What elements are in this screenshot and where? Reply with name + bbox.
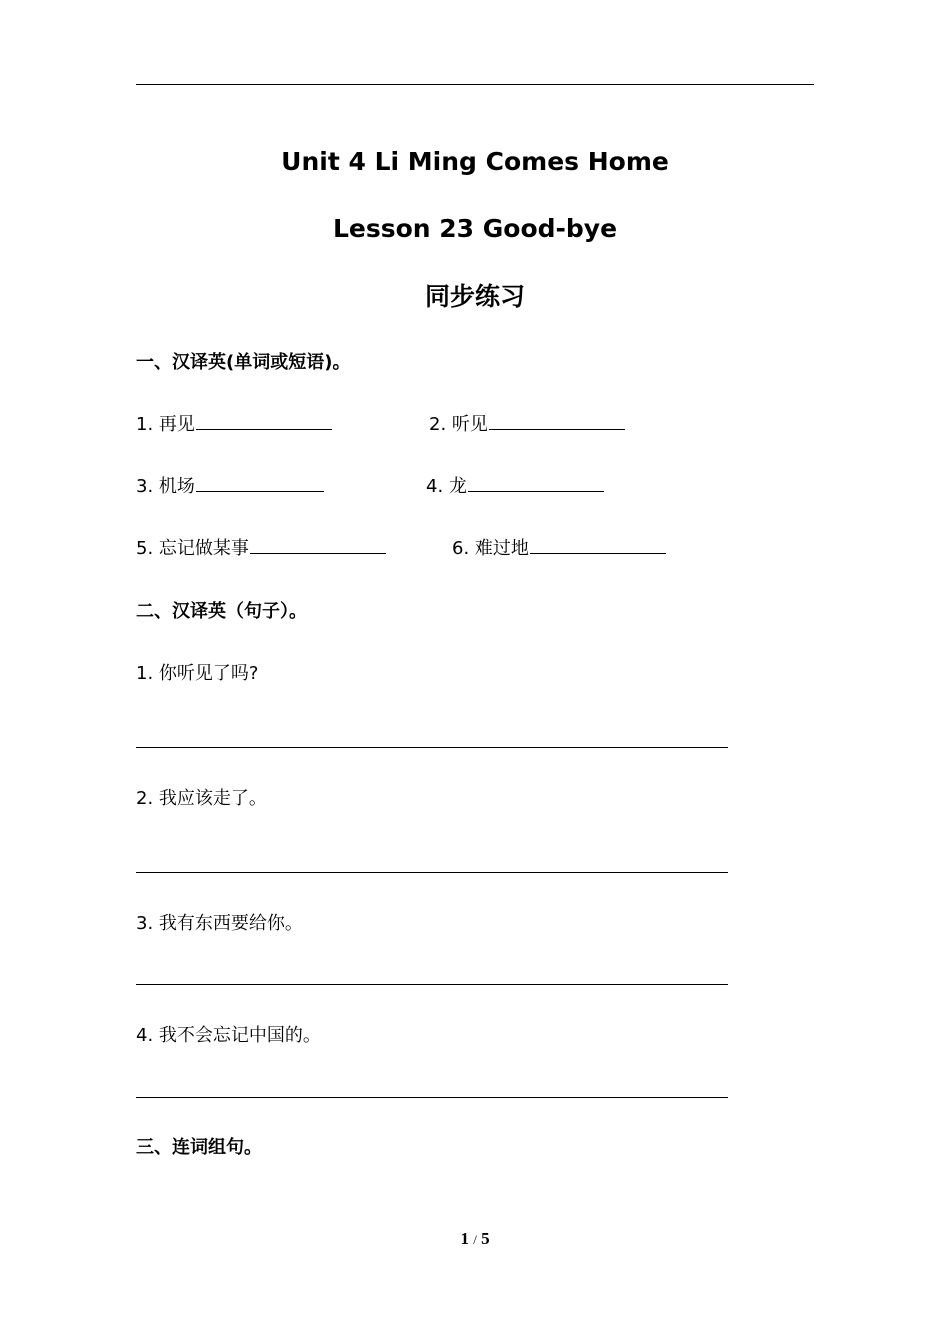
section3-heading: 三、连词组句。 bbox=[136, 1137, 262, 1158]
item-prompt: 我应该走了。 bbox=[158, 788, 267, 809]
item-prompt: 我有东西要给你。 bbox=[158, 913, 303, 934]
page-separator: / bbox=[473, 1232, 477, 1247]
page-current: 1 bbox=[460, 1229, 469, 1248]
vocab-item-2 bbox=[429, 413, 625, 437]
header-rule bbox=[136, 84, 814, 85]
item-prompt: 难过地 bbox=[474, 538, 529, 559]
item-number: 2. bbox=[429, 414, 447, 435]
item-number: 3. bbox=[136, 913, 154, 934]
sentence-item-2 bbox=[136, 787, 267, 811]
item-prompt: 再见 bbox=[158, 414, 195, 435]
item-number: 6. bbox=[452, 538, 470, 559]
worksheet-subtitle: 同步练习 bbox=[424, 282, 525, 311]
vocab-item-4 bbox=[426, 475, 604, 499]
answer-blank[interactable] bbox=[250, 552, 386, 554]
page-total: 5 bbox=[481, 1229, 490, 1248]
section2-heading: 二、汉译英（句子）。 bbox=[136, 601, 307, 622]
vocab-item-1 bbox=[136, 413, 332, 437]
answer-blank[interactable] bbox=[468, 490, 604, 492]
item-prompt: 龙 bbox=[448, 476, 467, 497]
answer-line[interactable] bbox=[136, 984, 728, 985]
item-number: 4. bbox=[136, 1025, 154, 1046]
item-prompt: 你听见了吗? bbox=[158, 663, 259, 684]
answer-line[interactable] bbox=[136, 872, 728, 873]
item-number: 1. bbox=[136, 414, 154, 435]
vocab-item-3 bbox=[136, 475, 324, 499]
answer-blank[interactable] bbox=[196, 490, 324, 492]
unit-title: Unit 4 Li Ming Comes Home bbox=[281, 147, 669, 176]
item-number: 4. bbox=[426, 476, 444, 497]
item-number: 1. bbox=[136, 663, 154, 684]
section1-heading: 一、汉译英(单词或短语)。 bbox=[136, 352, 351, 373]
answer-line[interactable] bbox=[136, 747, 728, 748]
item-prompt: 我不会忘记中国的。 bbox=[158, 1025, 321, 1046]
lesson-title: Lesson 23 Good-bye bbox=[332, 214, 618, 243]
answer-line[interactable] bbox=[136, 1097, 728, 1098]
item-prompt: 机场 bbox=[158, 476, 195, 497]
answer-blank[interactable] bbox=[196, 428, 332, 430]
item-number: 2. bbox=[136, 788, 154, 809]
sentence-item-1 bbox=[136, 662, 258, 686]
vocab-item-5 bbox=[136, 537, 386, 561]
sentence-item-3 bbox=[136, 912, 303, 936]
item-number: 3. bbox=[136, 476, 154, 497]
item-prompt: 听见 bbox=[451, 414, 488, 435]
sentence-item-4 bbox=[136, 1024, 321, 1048]
answer-blank[interactable] bbox=[530, 552, 666, 554]
page-number bbox=[0, 1228, 950, 1251]
item-number: 5. bbox=[136, 538, 154, 559]
answer-blank[interactable] bbox=[489, 428, 625, 430]
item-prompt: 忘记做某事 bbox=[158, 538, 249, 559]
vocab-item-6 bbox=[452, 537, 666, 561]
